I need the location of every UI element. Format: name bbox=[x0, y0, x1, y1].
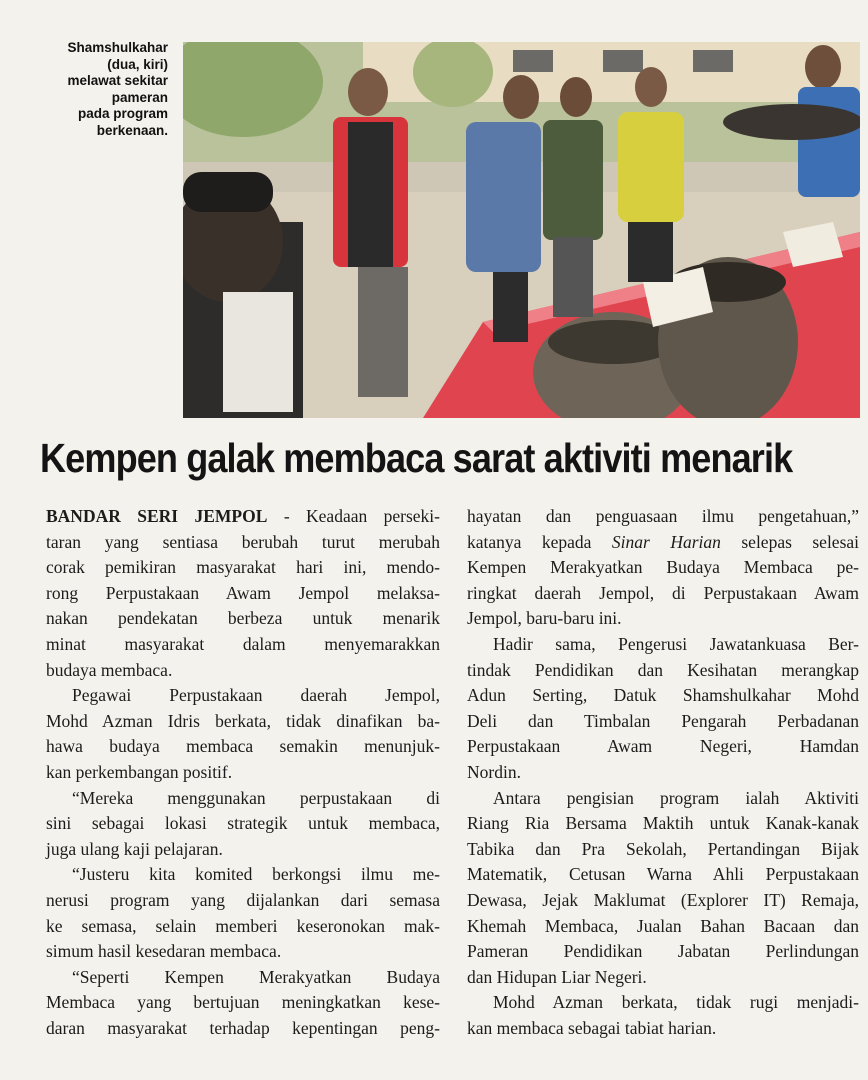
article-line: Khemah Membaca, Jualan Bahan Bacaan dan bbox=[467, 915, 859, 936]
article-line: taran yang sentiasa berubah turut merubah bbox=[46, 531, 440, 552]
caption-line: melawat sekitar bbox=[67, 73, 168, 88]
photo-caption bbox=[18, 40, 168, 139]
article-line: rong Perpustakaan Awam Jempol melaksa- bbox=[46, 582, 440, 603]
article-line-text: - Keadaan perseki- bbox=[267, 506, 440, 526]
article-line: sini sebagai lokasi strategik untuk membaca, bbox=[46, 813, 440, 834]
article-line: “Justeru kita komited berkongsi ilmu me- bbox=[72, 864, 440, 885]
article-line: hawa budaya membaca semakin menunjuk- bbox=[46, 736, 440, 757]
article-line: Hadir sama, Pengerusi Jawatankuasa Ber- bbox=[493, 633, 859, 654]
article-line: “Seperti Kempen Merakyatkan Budaya bbox=[72, 966, 440, 987]
article-line: Nordin. bbox=[467, 761, 521, 782]
article-line: Mohd Azman Idris berkata, tidak dinafikan ba- bbox=[46, 710, 440, 731]
article-line: Antara pengisian program ialah Aktiviti bbox=[493, 787, 859, 808]
article-line: Kempen Merakyatkan Budaya Membaca pe- bbox=[467, 557, 859, 578]
caption-line: pada program bbox=[77, 106, 168, 121]
event-photo-illustration bbox=[183, 42, 860, 418]
caption-line: Shamshulkahar bbox=[67, 40, 168, 55]
caption-line: berkenaan. bbox=[96, 122, 168, 138]
article-line: nerusi program yang dijalankan dari semasa bbox=[46, 889, 440, 910]
article-line: Deli dan Timbalan Pengarah Perbadanan bbox=[467, 710, 859, 731]
article-line: hayatan dan penguasaan ilmu pengetahuan,” bbox=[467, 506, 859, 526]
article-line: Jempol, baru-baru ini. bbox=[467, 608, 622, 629]
article-column-right bbox=[467, 504, 859, 1041]
event-photo bbox=[183, 42, 860, 418]
article-line: ringkat daerah Jempol, di Perpustakaan Awam bbox=[467, 582, 859, 603]
article-line: Dewasa, Jejak Maklumat (Explorer IT) Remaja, bbox=[467, 889, 859, 910]
dateline: BANDAR SERI JEMPOL bbox=[46, 506, 268, 526]
article-line bbox=[467, 530, 859, 556]
article-line: tindak Pendidikan dan Kesihatan merangkap bbox=[467, 659, 859, 680]
article-line: Matematik, Cetusan Warna Ahli Perpustakaan bbox=[467, 864, 859, 885]
caption-line: (dua, kiri) bbox=[107, 56, 168, 72]
article-line: dan Hidupan Liar Negeri. bbox=[467, 966, 647, 987]
article-line: Tabika dan Pra Sekolah, Pertandingan Bijak bbox=[467, 838, 859, 859]
article-line: ke semasa, selain memberi keseronokan mak- bbox=[46, 915, 440, 936]
article-line-text: selepas selesai bbox=[720, 531, 860, 552]
article-line bbox=[46, 504, 440, 530]
article-line-text: katanya kepada bbox=[467, 531, 612, 552]
article-line: budaya membaca. bbox=[46, 659, 173, 680]
article-line: simum hasil kesedaran membaca. bbox=[46, 941, 282, 962]
article-line: Adun Serting, Datuk Shamshulkahar Mohd bbox=[467, 685, 859, 706]
caption-line: pameran bbox=[111, 89, 168, 105]
article-line: corak pemikiran masyarakat hari ini, mendo- bbox=[46, 557, 440, 578]
article-line: kan membaca sebagai tabiat harian. bbox=[467, 1017, 717, 1038]
article-line: Membaca yang bertujuan meningkatkan kese- bbox=[46, 992, 440, 1013]
article-line: daran masyarakat terhadap kepentingan peng- bbox=[46, 1017, 440, 1038]
article-line: Pegawai Perpustakaan daerah Jempol, bbox=[72, 685, 440, 706]
article-line: Riang Ria Bersama Maktih untuk Kanak-kanak bbox=[467, 813, 859, 834]
article-line: minat masyarakat dalam menyemarakkan bbox=[46, 633, 440, 654]
article-line: “Mereka menggunakan perpustakaan di bbox=[72, 787, 440, 808]
article-line: Pameran Pendidikan Jabatan Perlindungan bbox=[467, 941, 859, 962]
article-line: kan perkembangan positif. bbox=[46, 761, 233, 782]
article-line: Perpustakaan Awam Negeri, Hamdan bbox=[467, 736, 859, 757]
article-line: nakan pendekatan berbeza untuk menarik bbox=[46, 608, 440, 629]
article-line: Mohd Azman berkata, tidak rugi menjadi- bbox=[493, 992, 859, 1013]
publication-name: Sinar Harian bbox=[611, 531, 721, 552]
article-column-left bbox=[46, 504, 440, 1041]
article-line: juga ulang kaji pelajaran. bbox=[46, 838, 223, 859]
headline: Kempen galak membaca sarat aktiviti menarik bbox=[40, 435, 793, 481]
